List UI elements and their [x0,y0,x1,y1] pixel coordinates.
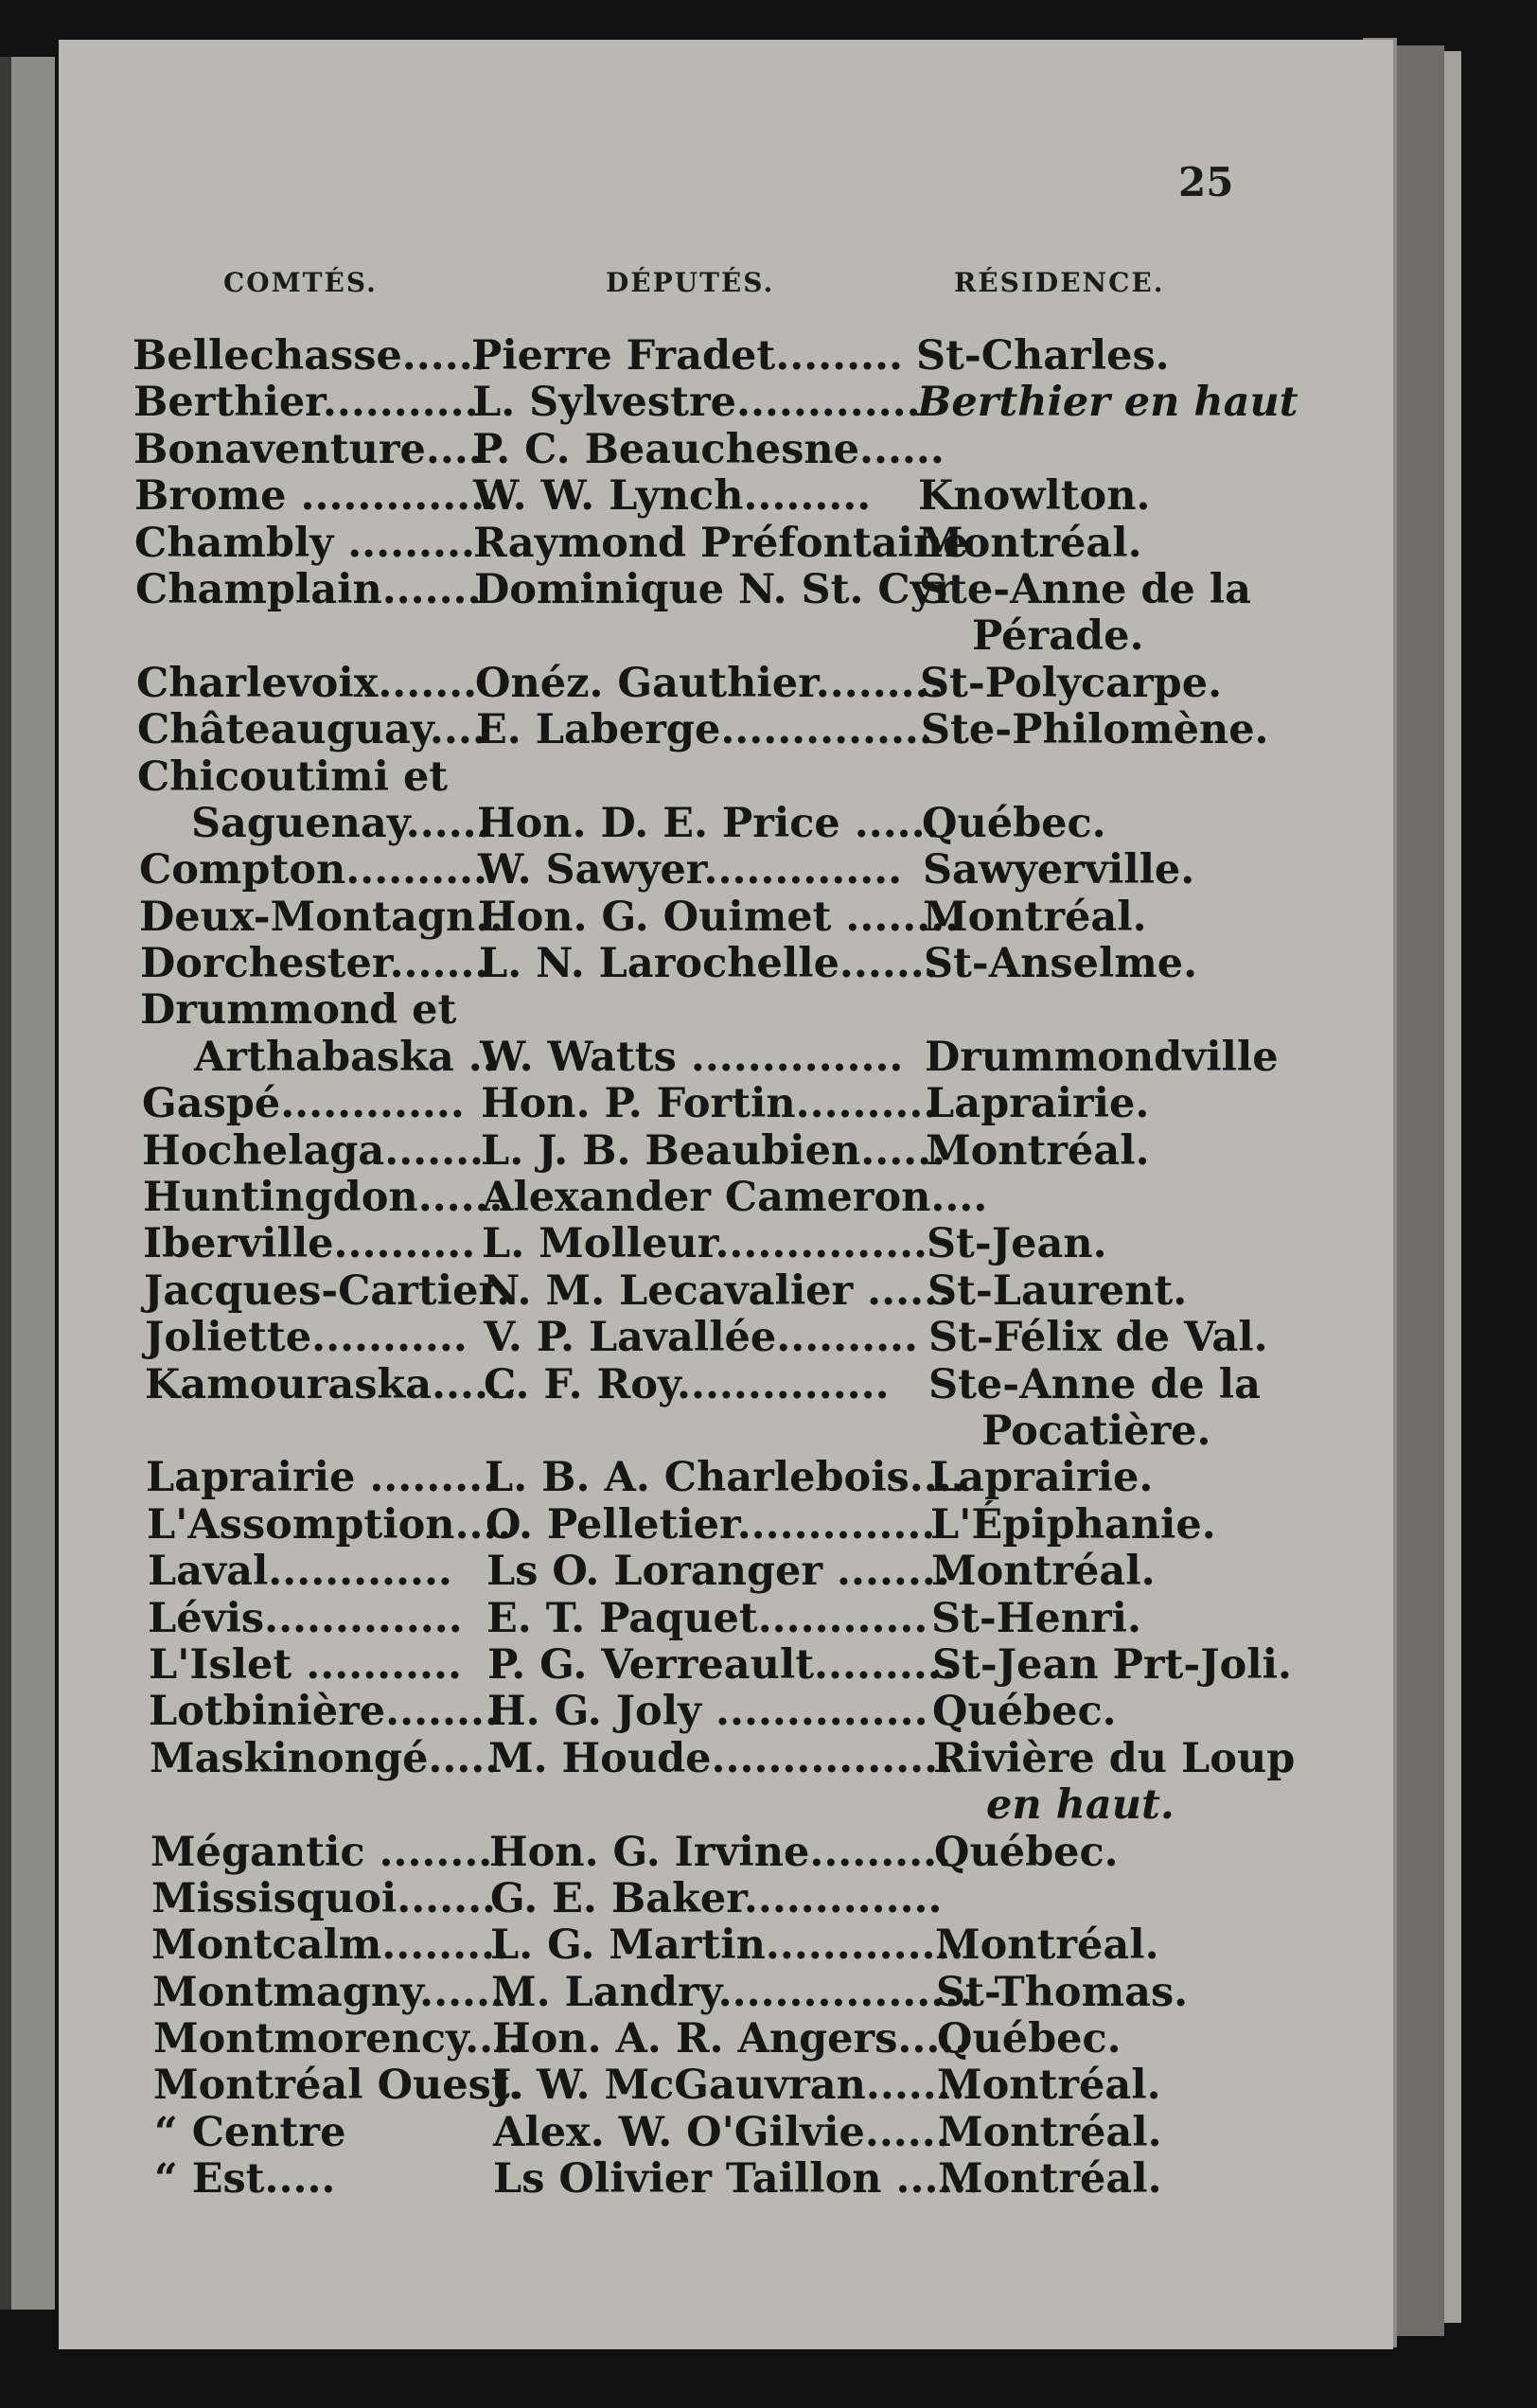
county-cell: Châteauguay.... [137,706,486,754]
table-row [0,847,1325,894]
table-row [0,1596,1325,1642]
table-row [0,1035,1325,1081]
deputy-cell: Alex. W. O'Gilvie...... [493,2108,950,2156]
county-cell: “ Centre [154,2108,346,2156]
county-cell: Mégantic ......... [150,1828,507,1876]
residence-cell: Montréal. [935,1921,1159,1970]
residence-cell: St-Félix de Val. [928,1314,1268,1362]
deputy-cell: Pierre Fradet......... [471,332,903,380]
deputy-cell: P. G. Verreault.......... [487,1640,956,1689]
table-row [0,1128,1325,1175]
county-cell: Laval............. [148,1548,452,1596]
county-cell: Montmagny....... [152,1968,519,2016]
county-cell: Huntingdon...... [143,1174,504,1222]
table-row [0,707,1325,753]
residence-cell: Québec. [937,2015,1122,2063]
residence-cell: Montréal. [937,2062,1161,2110]
table-row [0,894,1325,941]
residence-cell: St-Thomas. [936,1968,1189,2016]
residence-cell: Rivière du Loup [933,1734,1296,1782]
residence-cell: St-Jean Prt-Joli. [932,1640,1292,1689]
county-cell: Chambly ......... [134,519,475,567]
residence-cell: Québec. [922,799,1106,847]
residence-cell: Drummondville [925,1033,1279,1081]
county-cell: Hochelaga....... [142,1126,485,1175]
county-cell: Jacques-Cartier. [144,1266,511,1315]
county-cell: Deux-Montagn.. [139,893,504,941]
deputy-cell: E. Laberge............... [476,706,933,754]
county-cell: Drummond et [140,986,457,1035]
deputy-cell: J. W. McGauvran....... [492,2062,965,2110]
table-row [0,1502,1325,1549]
table-row [0,1922,1325,1969]
county-cell: Compton.......... [139,846,487,894]
deputies-table [0,333,1325,2204]
residence-cell: Montréal. [938,2108,1162,2156]
table-row [0,754,1325,801]
residence-cell: St-Charles. [916,332,1170,380]
county-cell: Dorchester....... [140,940,489,988]
residence-cell: Pérade. [972,612,1144,661]
table-row [0,2016,1325,2063]
table-row [0,1175,1325,1221]
residence-cell: Ste-Anne de la [928,1360,1261,1408]
table-row [0,1782,1325,1829]
table-row [0,2063,1325,2109]
county-cell: Lévis.............. [148,1594,463,1642]
table-row [0,941,1325,987]
deputy-cell: Hon. G. Irvine.......... [489,1828,952,1876]
deputy-cell: Hon. A. R. Angers..... [492,2015,969,2063]
deputy-cell: H. G. Joly ............... [487,1688,928,1736]
residence-cell: Montréal. [938,2155,1162,2204]
table-row [0,987,1325,1034]
county-cell: Maskinongé..... [150,1734,500,1782]
deputy-cell: W. Watts ............... [480,1033,904,1081]
deputy-cell: Onéz. Gauthier......... [475,659,944,707]
residence-cell: Montréal. [923,893,1147,941]
residence-cell: Berthier en haut [917,379,1298,427]
county-cell: Bellechasse...... [132,332,487,380]
deputy-cell: E. T. Paquet............ [486,1594,928,1642]
residence-cell: Québec. [934,1828,1119,1876]
deputy-cell: C. F. Roy............... [484,1360,890,1408]
table-row [0,1455,1325,1501]
deputy-cell: Ls O. Loranger ........ [486,1548,950,1596]
header-deputies: DÉPUTÉS. [606,267,775,298]
residence-cell: St-Henri. [931,1594,1141,1642]
deputy-cell: L. G. Martin.............. [490,1921,964,1970]
residence-cell: Pocatière. [981,1407,1211,1455]
deputy-cell: Raymond Préfontaine [473,519,969,567]
county-cell: Champlain....... [135,565,482,613]
table-row [0,2110,1325,2156]
county-cell: Arthabaska .. [194,1033,497,1081]
table-row [0,380,1325,426]
deputy-cell: V. P. Lavallée.......... [484,1314,918,1362]
county-cell: Montréal Ouest. [153,2062,524,2110]
deputy-cell: Dominique N. St. Cyr [474,565,956,613]
deputy-cell: L. Molleur............... [482,1220,928,1268]
county-cell: Lotbinière........ [149,1688,499,1736]
residence-cell: St-Laurent. [928,1266,1188,1315]
page-stack-edge [1444,51,1461,2323]
residence-cell: Montréal. [918,519,1142,567]
table-row [0,1970,1325,2016]
table-row [0,1876,1325,1922]
residence-cell: Knowlton. [918,472,1151,521]
table-row [0,661,1325,707]
deputy-cell: G. E. Baker.............. [490,1874,943,1922]
table-row [0,613,1325,660]
table-row [0,1408,1325,1455]
deputy-cell: O. Pelletier.............. [486,1500,936,1549]
residence-cell: St-Jean. [927,1220,1107,1268]
county-cell: Montmorency.... [153,2015,521,2063]
residence-cell: Sawyerville. [923,846,1195,894]
table-row [0,2156,1325,2203]
table-row [0,801,1325,847]
residence-cell: Québec. [932,1688,1117,1736]
table-row [0,1315,1325,1361]
table-row [0,567,1325,613]
county-cell: Charlevoix....... [136,659,478,707]
table-row [0,333,1325,380]
deputy-cell: Hon. D. E. Price ...... [477,799,940,847]
table-row [0,1362,1325,1408]
table-row [0,1268,1325,1315]
deputy-cell: L. B. A. Charlebois.... [485,1454,966,1502]
table-row [0,521,1325,567]
county-cell: Saguenay...... [191,799,491,847]
page-number: 25 [1178,159,1234,205]
table-row [0,1642,1325,1689]
county-cell: Gaspé............. [142,1080,465,1128]
deputy-cell: M. Houde.................. [488,1734,966,1782]
county-cell: L'Islet ........... [149,1640,462,1689]
county-cell: L'Assomption.... [147,1500,512,1549]
residence-cell: Ste-Anne de la [919,565,1251,613]
deputy-cell: Alexander Cameron.... [482,1174,988,1222]
county-cell: Missisquoi....... [151,1874,497,1922]
deputy-cell: W. Sawyer.............. [478,846,903,894]
county-cell: Chicoutimi et [137,752,449,801]
header-counties: COMTÉS. [223,267,378,298]
deputy-cell: L. J. B. Beaubien...... [481,1126,946,1175]
deputy-cell: Ls Olivier Taillon ...... [493,2155,981,2204]
residence-cell: St-Polycarpe. [920,659,1223,707]
page-stack-edge [1397,45,1444,2336]
residence-cell: Montréal. [931,1548,1156,1596]
table-row [0,1736,1325,1782]
table-row [0,1221,1325,1267]
county-cell: Montcalm......... [151,1921,510,1970]
deputy-cell: M. Landry.................. [491,1968,974,2016]
residence-cell: Laprairie. [926,1080,1150,1128]
residence-cell: L'Épiphanie. [930,1500,1216,1549]
residence-cell: Ste-Philomène. [921,706,1269,754]
county-cell: Berthier........... [133,379,479,427]
residence-cell: Laprairie. [929,1454,1154,1502]
deputy-cell: L. N. Larochelle....... [479,940,939,988]
county-cell: Laprairie ......... [146,1454,498,1502]
residence-cell: Montréal. [926,1126,1150,1175]
table-row [0,1830,1325,1876]
header-residence: RÉSIDENCE. [954,267,1165,298]
deputy-cell: Hon. P. Fortin.......... [481,1080,938,1128]
county-cell: “ Est..... [154,2155,336,2204]
table-row [0,473,1325,520]
deputy-cell: W. W. Lynch......... [473,472,872,521]
deputy-cell: N. M. Lecavalier ...... [483,1266,952,1315]
county-cell: Brome .............. [134,472,500,521]
county-cell: Joliette........... [145,1314,468,1362]
county-cell: Bonaventure.... [133,425,483,473]
county-cell: Kamouraska...... [145,1360,517,1408]
table-row [0,1549,1325,1595]
residence-cell: St-Anselme. [924,940,1198,988]
table-row [0,427,1325,473]
table-row [0,1081,1325,1127]
table-row [0,1689,1325,1735]
deputy-cell: P. C. Beauchesne...... [472,425,945,473]
county-cell: Iberville.......... [143,1220,476,1268]
deputy-cell: Hon. G. Ouimet ........ [478,893,960,941]
residence-cell: en haut. [986,1781,1175,1830]
deputy-cell: L. Sylvestre............. [472,379,921,427]
